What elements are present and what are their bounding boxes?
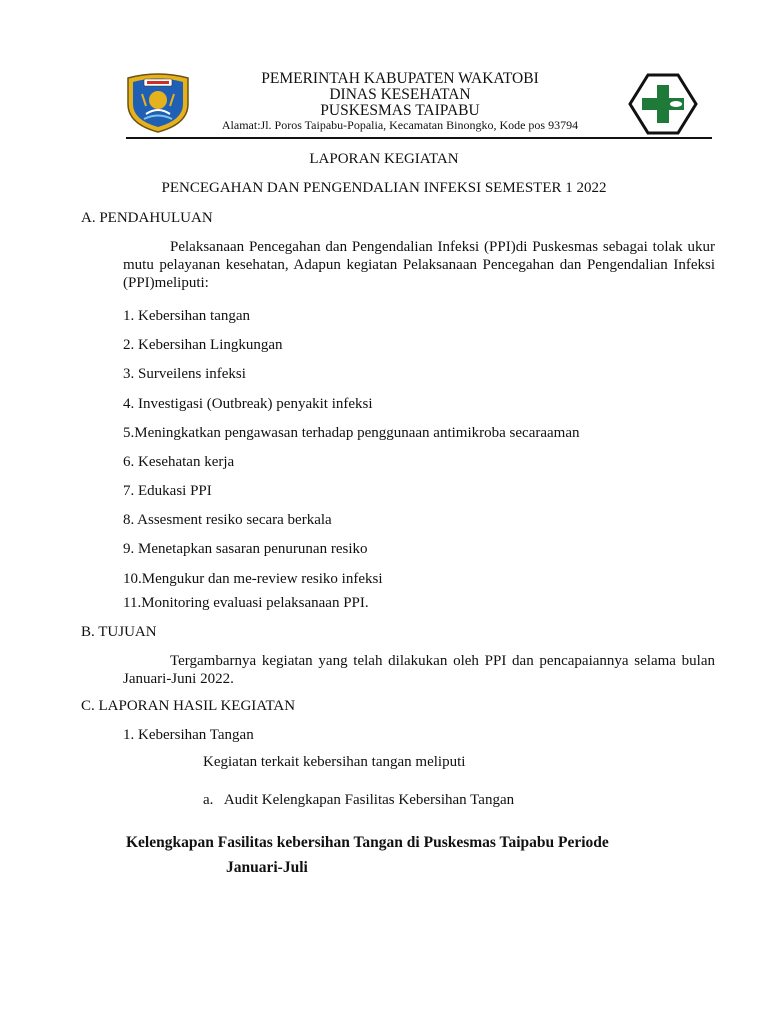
list-item: 11.Monitoring evaluasi pelaksanaan PPI. <box>123 595 369 611</box>
list-item: 4. Investigasi (Outbreak) penyakit infeksi <box>123 396 373 412</box>
header-government: PEMERINTAH KABUPATEN WAKATOBI <box>261 70 539 87</box>
table-title-line2: Januari-Juli <box>226 859 308 876</box>
section-c-heading: C. LAPORAN HASIL KEGIATAN <box>81 698 296 714</box>
report-subtitle: PENCEGAHAN DAN PENGENDALIAN INFEKSI SEMESTER 1 2022 <box>161 180 607 196</box>
list-item: 3. Surveilens infeksi <box>123 366 246 382</box>
header-department: DINAS KESEHATAN <box>329 86 471 103</box>
puskesmas-logo-icon <box>628 73 698 135</box>
header-divider <box>126 137 712 139</box>
section-c-sub1: 1. Kebersihan Tangan <box>123 727 254 743</box>
list-item: 6. Kesehatan kerja <box>123 454 235 470</box>
section-a-paragraph: Pelaksanaan Pencegahan dan Pengendalian Infeksi (PPI)di Puskesmas sebagai tolak ukur mutu pelayanan kesehatan, Adapun kegiatan Pelaksanaan Pencegahan dan Pengendalian Infeksi (PPI)meliputi: <box>123 239 715 291</box>
section-a-heading: A. PENDAHULUAN <box>81 210 213 226</box>
list-item: 9. Menetapkan sasaran penurunan resiko <box>123 541 368 557</box>
list-item: 5.Meningkatkan pengawasan terhadap penggunaan antimikroba secaraaman <box>123 425 580 441</box>
list-item: 7. Edukasi PPI <box>123 483 212 499</box>
section-b-heading: B. TUJUAN <box>81 624 157 640</box>
section-c-sub1-item-a: a. Audit Kelengkapan Fasilitas Kebersihan Tangan <box>203 792 515 808</box>
report-title: LAPORAN KEGIATAN <box>309 151 459 167</box>
header-address: Alamat:Jl. Poros Taipabu-Popalia, Kecamatan Binongko, Kode pos 93794 <box>221 118 579 132</box>
list-item: 2. Kebersihan Lingkungan <box>123 337 283 353</box>
header-puskesmas: PUSKESMAS TAIPABU <box>320 102 480 119</box>
section-b-paragraph: Tergambarnya kegiatan yang telah dilakukan oleh PPI dan pencapaiannya selama bulan Januari-Juni 2022. <box>123 653 715 687</box>
list-item: 1. Kebersihan tangan <box>123 308 251 324</box>
list-item: 10.Mengukur dan me-review resiko infeksi <box>123 571 383 587</box>
table-title-line1: Kelengkapan Fasilitas kebersihan Tangan di Puskesmas Taipabu Periode <box>126 834 609 851</box>
list-item: 8. Assesment resiko secara berkala <box>123 512 332 528</box>
section-c-sub1-text: Kegiatan terkait kebersihan tangan meliputi <box>203 754 466 770</box>
